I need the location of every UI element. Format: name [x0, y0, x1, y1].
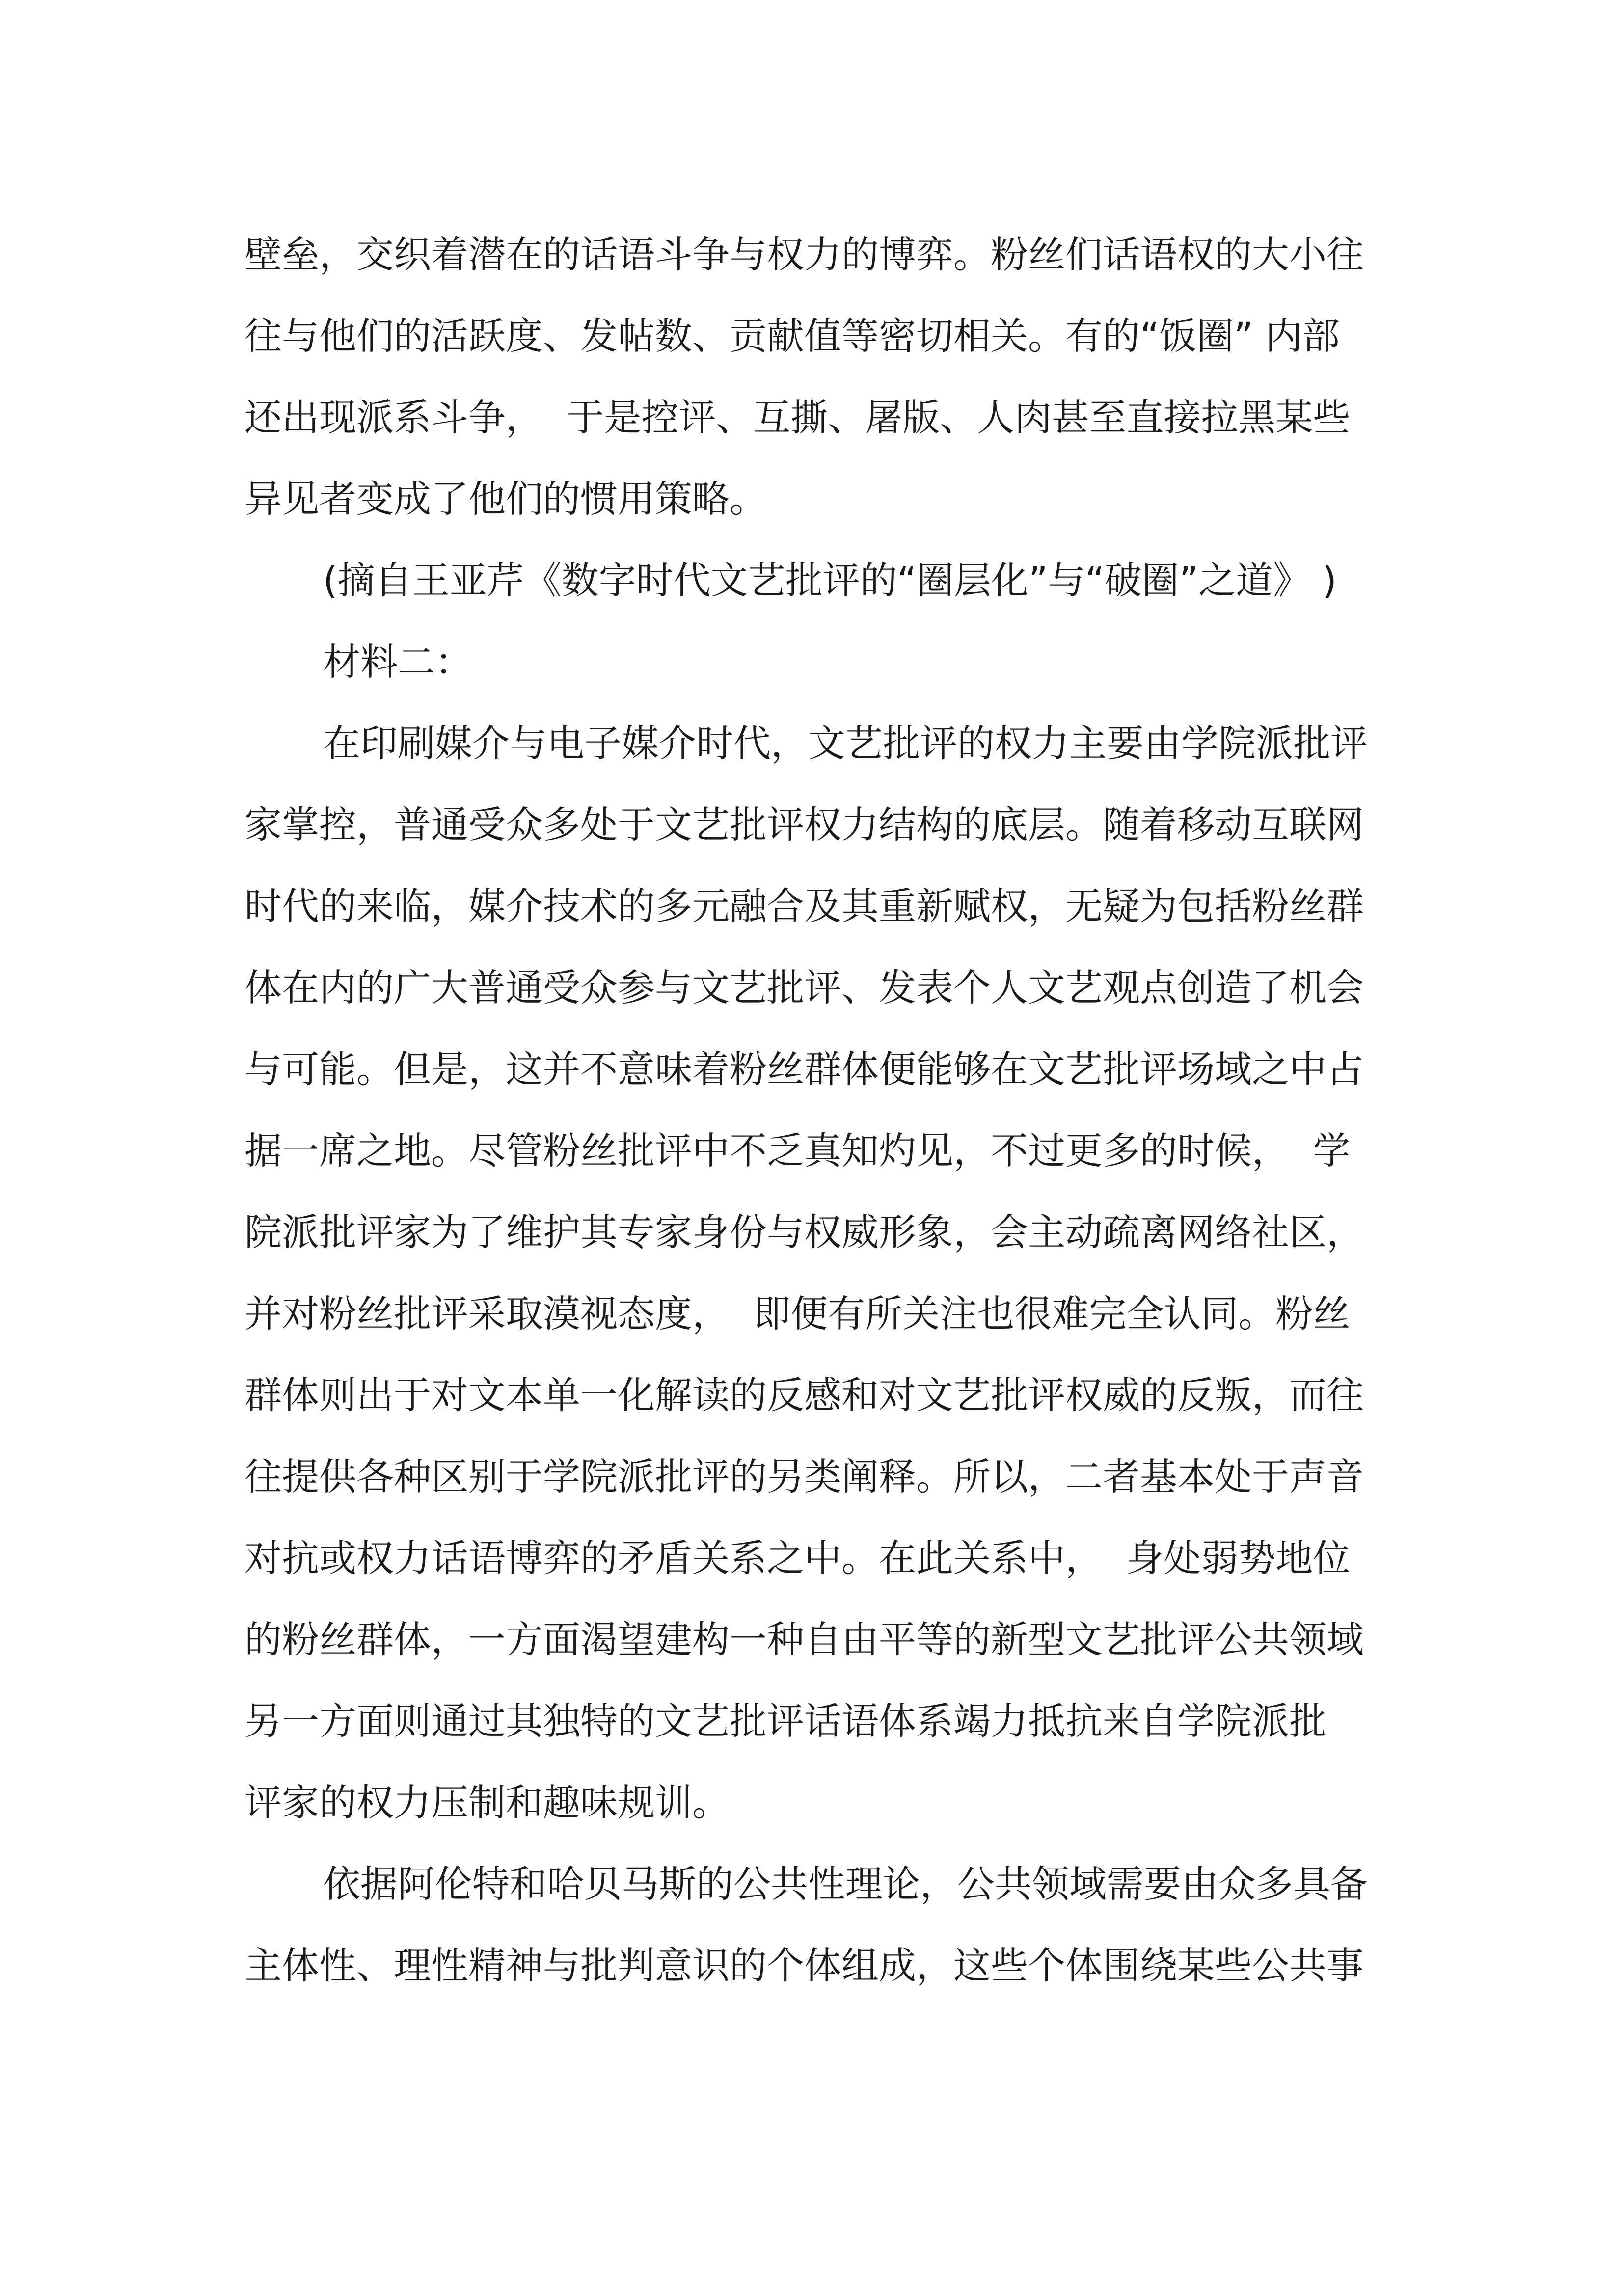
paragraph-start-line: 依据阿伦特和哈贝马斯的公共性理论，公共领域需要由众多具备	[323, 1862, 1368, 1906]
section-heading: 材料二：	[323, 640, 472, 684]
text-line: 的粉丝群体，一方面渴望建构一种自由平等的新型文艺批评公共领域	[244, 1618, 1364, 1661]
text-line: 与可能。但是，这并不意味着粉丝群体便能够在文艺批评场域之中占	[244, 1047, 1364, 1091]
text-line: 体在内的广大普通受众参与文艺批评、发表个人文艺观点创造了机会	[244, 966, 1364, 1010]
paragraph-start-line: 在印刷媒介与电子媒介时代，文艺批评的权力主要由学院派批评	[323, 721, 1368, 765]
text-line: 另一方面则通过其独特的文艺批评话语体系竭力抵抗来自学院派批	[244, 1699, 1326, 1743]
text-line: 并对粉丝批评采取漠视态度， 即便有所关注也很难完全认同。粉丝	[244, 1292, 1351, 1335]
text-line: 家掌控，普通受众多处于文艺批评权力结构的底层。随着移动互联网	[244, 803, 1364, 847]
text-line: 往与他们的活跃度、发帖数、贡献值等密切相关。有的“饭圈” 内部	[244, 314, 1340, 358]
text-line: 壁垒，交织着潜在的话语斗争与权力的博弈。粉丝们话语权的大小往	[244, 233, 1364, 276]
text-line: 还出现派系斗争， 于是控评、互撕、屠版、人肉甚至直接拉黑某些	[244, 396, 1351, 439]
text-line: 评家的权力压制和趣味规训。	[244, 1781, 730, 1824]
text-line: 对抗或权力话语博弈的矛盾关系之中。在此关系中， 身处弱势地位	[244, 1536, 1351, 1580]
text-line: 时代的来临，媒介技术的多元融合及其重新赋权，无疑为包括粉丝群	[244, 884, 1364, 928]
text-line: 异见者变成了他们的惯用策略。	[244, 477, 767, 521]
text-line: 据一席之地。尽管粉丝批评中不乏真知灼见，不过更多的时候， 学	[244, 1129, 1351, 1173]
text-line: 主体性、理性精神与批判意识的个体组成，这些个体围绕某些公共事	[244, 1944, 1364, 1987]
text-line: 群体则出于对文本单一化解读的反感和对文艺批评权威的反叛，而往	[244, 1373, 1364, 1417]
text-line: 院派批评家为了维护其专家身份与权威形象，会主动疏离网络社区，	[244, 1210, 1364, 1254]
text-line: 往提供各种区别于学院派批评的另类阐释。所以，二者基本处于声音	[244, 1455, 1364, 1498]
citation-line: (摘自王亚芹《数字时代文艺批评的“圈层化”与“破圈”之道》 )	[323, 559, 1337, 602]
document-body	[244, 214, 1403, 2006]
